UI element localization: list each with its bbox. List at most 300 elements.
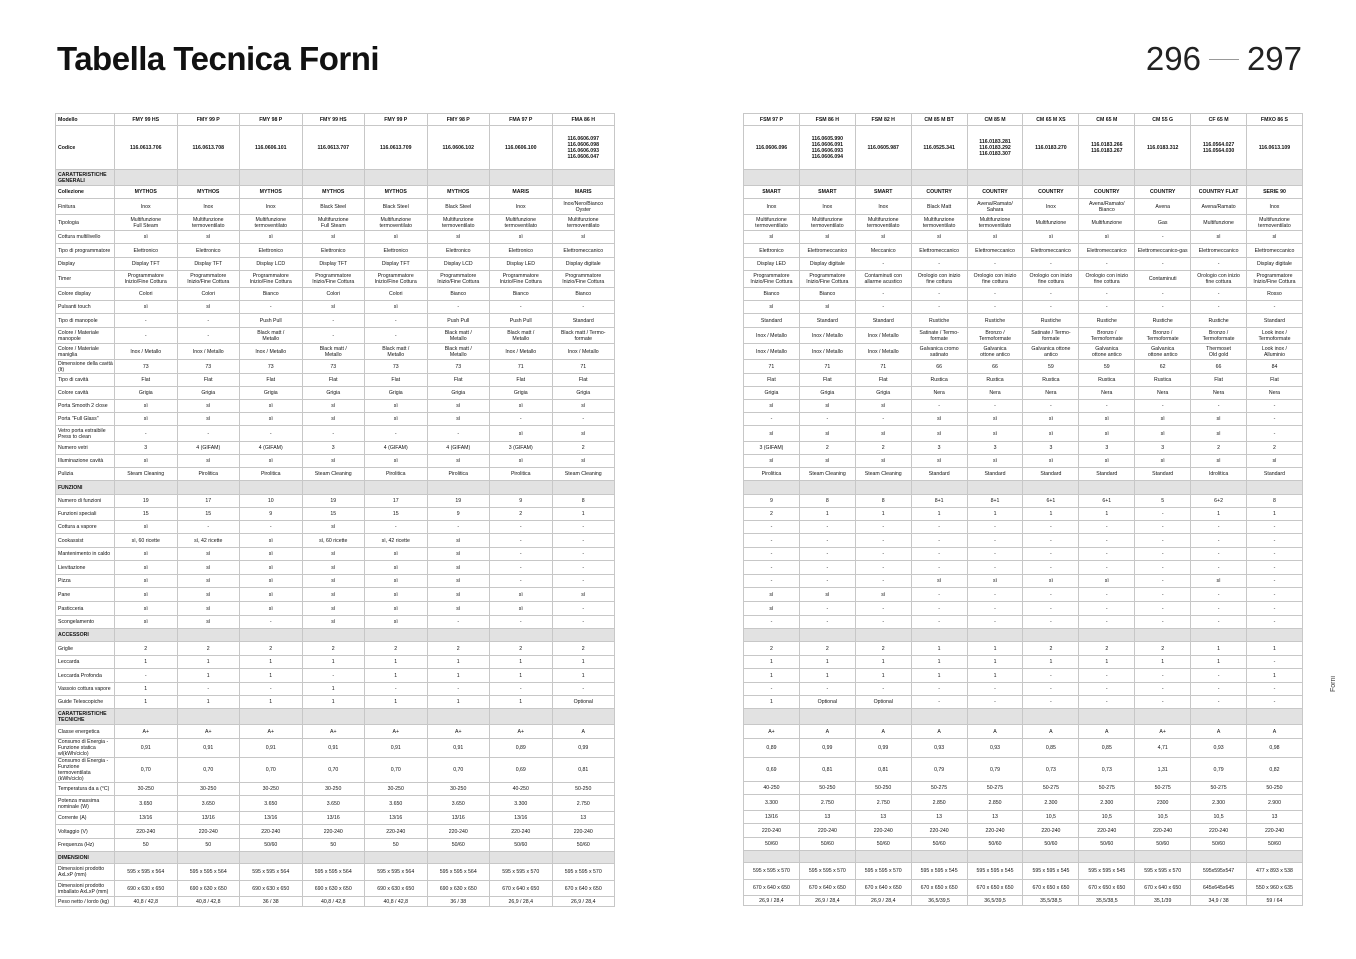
table-cell: - [177, 683, 240, 696]
table-cell: FSM 86 H [799, 114, 855, 126]
table-cell: - [799, 575, 855, 588]
section-cell [1247, 851, 1303, 863]
table-cell: Display TFT [302, 258, 365, 271]
table-cell: - [855, 616, 911, 629]
table-cell: - [1023, 561, 1079, 575]
section-cell [365, 481, 428, 495]
table-cell: 595 x 595 x 564 [365, 864, 428, 881]
page-numbers [1146, 40, 1302, 78]
table-cell: Pirolitica [490, 468, 553, 481]
table-cell: 116.0613.708 [177, 126, 240, 170]
side-section-label: Forni [1330, 676, 1337, 692]
table-cell: 6+1 [1023, 495, 1079, 508]
table-cell: 116.0613.707 [302, 126, 365, 170]
table-cell: sì [552, 231, 615, 244]
row-label: Tipo di cavità [56, 374, 115, 387]
table-row [744, 400, 1303, 413]
table-cell: - [799, 616, 855, 629]
table-cell: - [552, 301, 615, 314]
table-cell: Grigia [177, 387, 240, 400]
table-cell: 595 x 595 x 545 [1023, 863, 1079, 880]
table-cell: sì [490, 588, 553, 602]
table-cell: Flat [552, 374, 615, 387]
table-cell: Rustiche [1079, 314, 1135, 328]
row-label: CARATTERISTICHE TECNICHE [56, 709, 115, 725]
table-cell: 1 [911, 669, 967, 683]
table-cell: Avena/Ramato/ Sahara [967, 199, 1023, 215]
row-label: Cottura multilivello [56, 231, 115, 244]
table-cell: 0,98 [1247, 739, 1303, 758]
table-cell: 1 [115, 696, 178, 709]
section-cell [1135, 481, 1191, 495]
section-cell [1079, 170, 1135, 186]
table-cell: Grigia [552, 387, 615, 400]
table-cell: 59 / 64 [1247, 896, 1303, 906]
table-cell: - [1023, 301, 1079, 314]
table-row [744, 244, 1303, 258]
table-cell: 670 x 640 x 650 [744, 880, 800, 896]
table-cell: - [744, 534, 800, 548]
table-row [744, 669, 1303, 683]
table-cell: Gas [1135, 215, 1191, 231]
table-cell: - [115, 426, 178, 442]
table-cell: sì [115, 588, 178, 602]
table-cell: MYTHOS [240, 186, 303, 199]
table-cell: 0,85 [1079, 739, 1135, 758]
row-label: Scongelamento [56, 616, 115, 629]
table-cell: sì, 42 ricette [365, 534, 428, 548]
table-cell: 1 [365, 669, 428, 683]
table-cell: - [967, 588, 1023, 602]
table-cell: - [1247, 534, 1303, 548]
table-cell: 50-275 [911, 782, 967, 795]
table-cell: Grigia [490, 387, 553, 400]
table-cell: Standard [855, 314, 911, 328]
table-cell: 116.0606.102 [427, 126, 490, 170]
table-cell: - [1247, 400, 1303, 413]
row-label: Mantenimento in caldo [56, 548, 115, 561]
table-cell: 66 [967, 360, 1023, 374]
table-cell: - [1191, 534, 1247, 548]
table-cell: sì [490, 231, 553, 244]
table-cell: - [1023, 288, 1079, 301]
table-cell: 595 x 595 x 570 [855, 863, 911, 880]
table-cell: 4 (GIFAM) [240, 442, 303, 455]
table-cell: 220-240 [1247, 824, 1303, 838]
table-cell: 116.0183.270 [1023, 126, 1079, 170]
table-row [744, 126, 1303, 170]
table-cell: 66 [1191, 360, 1247, 374]
row-label: Porta "Full Glass" [56, 413, 115, 426]
table-cell: 595 x 595 x 545 [967, 863, 1023, 880]
table-cell: Elettromeccanico [1079, 244, 1135, 258]
table-cell: sì [552, 588, 615, 602]
table-cell: sì [1079, 455, 1135, 468]
page-number-left: 296 [1145, 40, 1201, 77]
section-cell [240, 629, 303, 642]
table-cell: 116.0606.096 [744, 126, 800, 170]
table-cell: Programmatore Inizio/Fine Cottura [177, 271, 240, 288]
table-cell: A [1079, 725, 1135, 739]
table-cell: 2 [1191, 442, 1247, 455]
table-cell: - [1247, 561, 1303, 575]
table-cell: sì [1191, 231, 1247, 244]
table-cell: A [799, 725, 855, 739]
table-cell: sì [365, 301, 428, 314]
table-cell: - [490, 534, 553, 548]
table-cell: Grigia [240, 387, 303, 400]
table-cell: - [967, 602, 1023, 616]
section-cell [115, 170, 178, 186]
table-cell: Orologio con inizio fine cottura [1191, 271, 1247, 288]
table-cell: - [744, 548, 800, 561]
page-title: Tabella Tecnica Forni [57, 40, 380, 77]
section-cell [115, 709, 178, 725]
section-cell [911, 851, 967, 863]
table-cell: 0,82 [1247, 758, 1303, 782]
table-cell: Multifunzione termoventilato [365, 215, 428, 231]
table-row [744, 387, 1303, 400]
table-cell: 595 x 595 x 570 [799, 863, 855, 880]
table-cell: sì [302, 455, 365, 468]
table-cell: - [1079, 696, 1135, 709]
table-cell: 10,5 [1023, 811, 1079, 824]
table-cell: 1 [427, 696, 490, 709]
table-cell: 59 [1079, 360, 1135, 374]
table-cell: - [855, 548, 911, 561]
table-cell: - [1135, 696, 1191, 709]
table-cell: Inox / Metallo [177, 344, 240, 360]
table-cell: sì [177, 561, 240, 575]
table-cell: - [1191, 548, 1247, 561]
table-cell: - [1135, 602, 1191, 616]
table-row [744, 288, 1303, 301]
table-cell: sì [967, 413, 1023, 426]
table-cell: sì [1191, 455, 1247, 468]
table-cell: 1 [799, 656, 855, 669]
table-cell: Multifunzione termoventilato [552, 215, 615, 231]
table-cell: - [1191, 616, 1247, 629]
table-cell: Inox [744, 199, 800, 215]
table-cell: FSM 97 P [744, 114, 800, 126]
table-cell: Inox / Metallo [855, 344, 911, 360]
table-cell: sì [302, 616, 365, 629]
table-cell: - [1023, 258, 1079, 271]
table-cell: A+ [240, 725, 303, 739]
section-cell [240, 852, 303, 864]
table-cell: COUNTRY [1023, 186, 1079, 199]
table-cell: 0,99 [552, 739, 615, 758]
table-cell: sì [1079, 426, 1135, 442]
section-cell [302, 629, 365, 642]
table-cell: Flat [115, 374, 178, 387]
table-cell: Flat [427, 374, 490, 387]
section-cell [552, 629, 615, 642]
table-row [56, 575, 615, 588]
table-cell: 30-250 [115, 783, 178, 796]
table-cell: sì [177, 413, 240, 426]
table-cell: 595 x 595 x 545 [911, 863, 967, 880]
section-cell [1023, 481, 1079, 495]
table-cell: sì [967, 231, 1023, 244]
section-cell [1191, 170, 1247, 186]
row-label: Illuminazione cavità [56, 455, 115, 468]
table-cell: 50/60 [1247, 838, 1303, 851]
table-cell: 2 [240, 642, 303, 656]
table-cell: COUNTRY [1135, 186, 1191, 199]
row-label: Vassoio cottura vapore [56, 683, 115, 696]
table-cell: sì [115, 575, 178, 588]
table-cell: sì [115, 521, 178, 534]
table-cell: 220-240 [115, 825, 178, 839]
table-cell: Elettromeccanico [799, 244, 855, 258]
table-cell: sì [1135, 455, 1191, 468]
table-cell: - [1191, 288, 1247, 301]
table-cell: 2 [365, 642, 428, 656]
table-cell: - [1135, 616, 1191, 629]
table-cell: 3.650 [240, 796, 303, 812]
table-cell: - [1191, 521, 1247, 534]
table-cell: Inox / Metallo [799, 344, 855, 360]
table-cell: sì [799, 231, 855, 244]
table-cell: - [911, 258, 967, 271]
table-cell: - [1191, 683, 1247, 696]
table-cell: Galvanica ottone antico [1079, 344, 1135, 360]
table-cell: - [1023, 696, 1079, 709]
table-cell: 116.0183.266 116.0183.267 [1079, 126, 1135, 170]
table-cell: 1 [1191, 656, 1247, 669]
table-cell: Inox [177, 199, 240, 215]
table-cell: Bronzo / Termoformate [967, 328, 1023, 344]
table-cell: - [799, 521, 855, 534]
section-cell [177, 852, 240, 864]
row-label: Peso netto / lordo (kg) [56, 897, 115, 907]
table-cell: - [967, 258, 1023, 271]
table-cell: Pirolitica [240, 468, 303, 481]
table-cell: sì [744, 426, 800, 442]
table-cell: 1 [1023, 656, 1079, 669]
page-number-right: 297 [1246, 40, 1302, 77]
row-label: Classe energetica [56, 725, 115, 739]
table-row [56, 669, 615, 683]
table-cell: - [744, 683, 800, 696]
table-cell: 8 [799, 495, 855, 508]
table-cell: Black matt / Metallo [427, 344, 490, 360]
table-cell: sì [855, 231, 911, 244]
table-cell: FMY 98 P [240, 114, 303, 126]
table-cell: sì [1023, 455, 1079, 468]
table-cell: sì [1135, 426, 1191, 442]
row-label: Voltaggio (V) [56, 825, 115, 839]
table-cell: 0,91 [177, 739, 240, 758]
table-cell: 35,1/39 [1135, 896, 1191, 906]
table-cell: 4 (GIFAM) [365, 442, 428, 455]
table-cell: Nera [1023, 387, 1079, 400]
table-cell: sì [240, 561, 303, 575]
table-cell: Black matt / Metallo [490, 328, 553, 344]
table-cell: - [744, 561, 800, 575]
table-cell: Flat [744, 374, 800, 387]
section-cell [240, 709, 303, 725]
table-cell: Standard [911, 468, 967, 481]
table-cell: FMY 99 P [177, 114, 240, 126]
table-row [56, 683, 615, 696]
table-cell: Programmatore Inizio/Fine Cottura [490, 271, 553, 288]
table-cell: - [911, 616, 967, 629]
table-cell: 3.650 [427, 796, 490, 812]
table-cell: sì [427, 602, 490, 616]
table-cell: 8 [1247, 495, 1303, 508]
table-cell: sì [427, 400, 490, 413]
table-cell: Display digitale [799, 258, 855, 271]
section-cell [911, 170, 967, 186]
table-cell: 30-250 [302, 783, 365, 796]
table-cell: 8 [552, 495, 615, 508]
table-cell: Rustica [967, 374, 1023, 387]
table-row [56, 642, 615, 656]
table-cell: - [115, 314, 178, 328]
table-row [56, 114, 615, 126]
table-cell: sì [1191, 413, 1247, 426]
table-cell: 9 [240, 508, 303, 521]
table-cell: 13/16 [490, 812, 553, 825]
table-cell: Steam Cleaning [552, 468, 615, 481]
section-cell [1079, 851, 1135, 863]
section-cell [177, 629, 240, 642]
table-cell: 30-250 [240, 783, 303, 796]
table-cell: 50-275 [967, 782, 1023, 795]
table-cell: - [1247, 656, 1303, 669]
table-cell: Inox / Metallo [552, 344, 615, 360]
section-cell [490, 709, 553, 725]
table-cell: 26,9 / 28,4 [799, 896, 855, 906]
table-cell: - [1135, 301, 1191, 314]
table-cell: 1 [1247, 508, 1303, 521]
table-cell: Push Pull [240, 314, 303, 328]
table-cell: - [855, 258, 911, 271]
table-cell: sì [177, 575, 240, 588]
table-cell: - [855, 413, 911, 426]
table-cell: 73 [177, 360, 240, 374]
table-cell: sì [744, 588, 800, 602]
table-cell: 0,81 [552, 758, 615, 783]
table-cell: FSM 82 H [855, 114, 911, 126]
table-cell: - [1023, 669, 1079, 683]
table-cell: Inox [240, 199, 303, 215]
row-label: Tipo di programmatore [56, 244, 115, 258]
table-cell: 71 [552, 360, 615, 374]
table-cell: 0,70 [115, 758, 178, 783]
table-cell: sì [365, 548, 428, 561]
table-cell: 73 [240, 360, 303, 374]
table-cell: sì [240, 455, 303, 468]
table-row [56, 215, 615, 231]
table-row [56, 374, 615, 387]
table-cell: - [911, 301, 967, 314]
table-cell: Optional [855, 696, 911, 709]
table-cell: Steam Cleaning [302, 468, 365, 481]
row-label: Consumo di Energia - Funzione statica wl(kWh/ciclo) [56, 739, 115, 758]
table-row [744, 739, 1303, 758]
table-cell: sì [427, 575, 490, 588]
table-cell: 0,70 [177, 758, 240, 783]
table-row [56, 231, 615, 244]
table-cell: - [1191, 258, 1247, 271]
table-cell: 2.850 [967, 795, 1023, 811]
table-cell: sì [302, 231, 365, 244]
table-cell: Flat [177, 374, 240, 387]
table-cell: Contaminuti [1135, 271, 1191, 288]
table-cell: Programmatore Inizio/Fine Cottura [744, 271, 800, 288]
table-cell: 40,8 / 42,8 [115, 897, 178, 907]
row-label: Guide Telescopiche [56, 696, 115, 709]
table-cell: 690 x 630 x 650 [177, 881, 240, 897]
row-label: Griglie [56, 642, 115, 656]
table-cell: Elettronico [744, 244, 800, 258]
table-cell: 220-240 [911, 824, 967, 838]
table-cell: - [855, 561, 911, 575]
table-cell: Standard [799, 314, 855, 328]
section-cell [1023, 709, 1079, 725]
table-row [744, 114, 1303, 126]
table-cell: - [1079, 301, 1135, 314]
table-row [744, 360, 1303, 374]
table-cell: sì [302, 561, 365, 575]
table-cell: - [1023, 588, 1079, 602]
table-cell: Steam Cleaning [799, 468, 855, 481]
table-cell: Avena/Ramato/ Bianco [1079, 199, 1135, 215]
table-cell: 670 x 640 x 650 [1135, 880, 1191, 896]
table-cell: 1 [911, 656, 967, 669]
table-cell: Elettronico [365, 244, 428, 258]
table-cell: FMY 98 P [427, 114, 490, 126]
table-cell: sì, 42 ricette [177, 534, 240, 548]
section-cell [1247, 629, 1303, 642]
section-cell [1191, 851, 1247, 863]
row-label: Dimensione della cavità (lt) [56, 360, 115, 374]
table-cell: 1 [490, 669, 553, 683]
table-row [744, 521, 1303, 534]
table-row [744, 851, 1303, 863]
table-cell: Programmatore Inizio/Fine Cottura [1247, 271, 1303, 288]
section-cell [967, 629, 1023, 642]
table-cell: FMXO 86 S [1247, 114, 1303, 126]
row-label: Colore / Materiale manopole [56, 328, 115, 344]
table-cell: sì [1079, 413, 1135, 426]
row-label: Pulizia [56, 468, 115, 481]
table-cell: 116.0525.341 [911, 126, 967, 170]
table-cell: Display digitale [552, 258, 615, 271]
table-cell: 50/60 [552, 839, 615, 852]
table-cell: Galvanica ottone antico [1135, 344, 1191, 360]
table-cell: sì [744, 455, 800, 468]
table-cell: - [911, 683, 967, 696]
table-cell: Colori [115, 288, 178, 301]
table-row [744, 508, 1303, 521]
table-cell: - [855, 683, 911, 696]
table-cell: 116.0564.027 116.0564.030 [1191, 126, 1247, 170]
table-cell: 595x595x547 [1191, 863, 1247, 880]
table-row [56, 271, 615, 288]
table-cell: Optional [552, 696, 615, 709]
table-cell: 50 [302, 839, 365, 852]
table-row [56, 481, 615, 495]
table-cell: sì [115, 561, 178, 575]
table-cell: sì [240, 400, 303, 413]
table-cell: - [240, 683, 303, 696]
table-cell: 477 x 893 x 538 [1247, 863, 1303, 880]
row-label: Codice [56, 126, 115, 170]
